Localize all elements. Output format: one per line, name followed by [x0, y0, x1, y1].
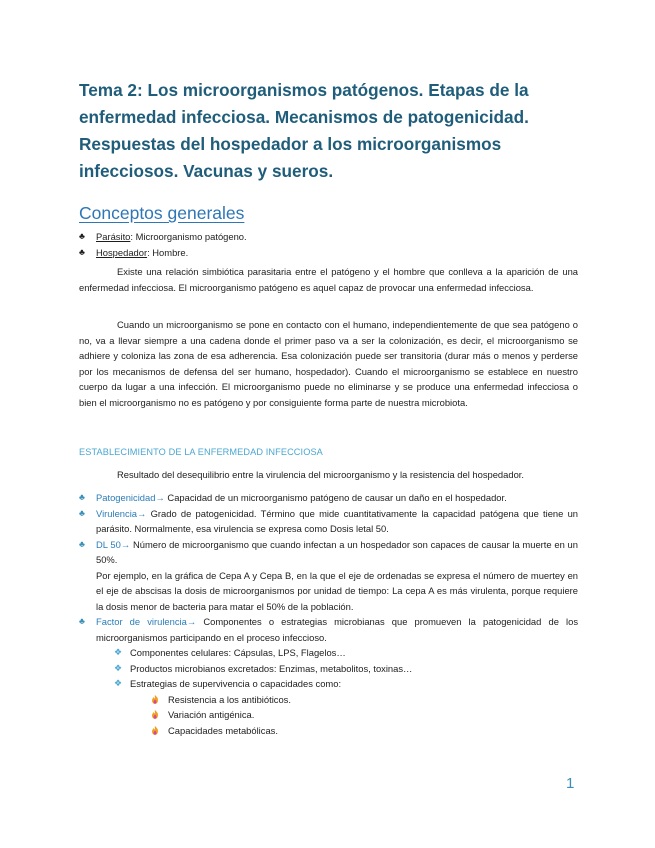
club-icon: ♣	[79, 492, 85, 502]
definition-text: Número de microorganismo que cuando infectan a un hospedador son capaces de causar la muerte en un 50%.	[96, 538, 578, 565]
concept-list	[79, 490, 578, 738]
sub-item-text: Estrategias de supervivencia o capacidades como:	[130, 678, 342, 689]
sub-list-item	[114, 661, 578, 677]
term-factor-virulencia: Factor de virulencia	[96, 616, 187, 627]
term-hospedador: Hospedador	[96, 246, 148, 258]
definition-text: Grado de patogenicidad. Término que mide cuantitativamente la capacidad patógena que tiene un parásito. Normalmente, esa virulencia se expresa como Dosis letal 50.	[96, 507, 578, 534]
sub-sub-list	[130, 692, 578, 739]
list-item	[79, 229, 578, 245]
definition-text: Componentes o estrategias microbianas que promueven la patogenicidad de los microorganismos participando en el proceso infeccioso.	[96, 616, 579, 643]
sub-sub-list-item	[150, 692, 578, 708]
diamond-icon: ❖	[114, 678, 123, 688]
arrow-icon: →	[155, 492, 165, 503]
definition-text: : Hombre.	[147, 246, 189, 258]
club-icon: ♣	[79, 616, 85, 626]
flame-icon	[150, 695, 160, 704]
sub-sub-item-text: Variación antigénica.	[168, 709, 255, 720]
arrow-icon: →	[120, 538, 131, 550]
section-heading-conceptos: Conceptos generales	[79, 203, 245, 223]
flame-icon	[150, 710, 160, 719]
list-item	[79, 490, 578, 506]
section-heading-establecimiento: ESTABLECIMIENTO DE LA ENFERMEDAD INFECCIOSA	[79, 447, 323, 457]
club-icon: ♣	[79, 507, 85, 518]
paragraph-1: Existe una relación simbiótica parasitaria entre el patógeno y el hombre que conlleva a la aparición de una enfermedad infecciosa. El microorganismo patógeno es aquel capaz de provocar una enfermedad infecciosa.	[79, 266, 578, 293]
example-text: Por ejemplo, en la gráfica de Cepa A y Cepa B, en la que el eje de ordenadas se expresa el número de muertey en el eje de abscisas la dosis de microorganismos por unidad de tiempo: La cepa A es más virulenta, porque requiere la dosis menor de bacteria para matar el 50% de la población.	[96, 569, 578, 612]
flame-icon	[150, 726, 160, 735]
term-patogenicidad: Patogenicidad	[96, 492, 156, 503]
club-icon: ♣	[79, 246, 85, 257]
arrow-icon: →	[186, 616, 197, 627]
sub-list-item	[114, 645, 578, 661]
list-item	[79, 506, 578, 537]
arrow-icon: →	[137, 507, 147, 519]
diamond-icon: ❖	[114, 647, 123, 657]
sub-list-item	[114, 676, 578, 738]
sub-sub-list-item	[150, 707, 578, 723]
list-item	[79, 245, 578, 261]
list-item	[79, 614, 578, 738]
document-title: Tema 2: Los microorganismos patógenos. Etapas de la enfermedad infecciosa. Mecanismos de patogenicidad. Respuestas del hospedador a los microorganismos infecciosos. Vacunas y sueros.	[79, 80, 529, 181]
sub-item-text: Productos microbianos excretados: Enzimas, metabolitos, toxinas…	[130, 662, 413, 674]
term-virulencia: Virulencia	[96, 507, 137, 519]
definitions-block	[79, 229, 578, 260]
sub-item-text: Componentes celulares: Cápsulas, LPS, Flagelos…	[130, 647, 346, 658]
list-item	[79, 537, 578, 615]
definition-text: : Microorganismo patógeno.	[130, 231, 247, 242]
club-icon: ♣	[79, 231, 85, 241]
term-dl50: DL 50	[96, 538, 121, 550]
term-parasito: Parásito	[96, 231, 131, 242]
sub-sub-item-text: Resistencia a los antibióticos.	[168, 693, 291, 705]
intro-paragraph: Resultado del desequilibrio entre la virulencia del microorganismo y la resistencia del hospedador.	[117, 469, 524, 480]
sub-sub-item-text: Capacidades metabólicas.	[168, 724, 278, 736]
diamond-icon: ❖	[114, 662, 123, 673]
sub-sub-list-item	[150, 723, 578, 739]
paragraph-2: Cuando un microorganismo se pone en contacto con el humano, independientemente de que sea patógeno o no, va a llevar siempre a una cadena donde el primer paso va a ser la colonización, es decir, el microorganismo se adhiere y coloniza las zona de esa adherencia. Esa colonización puede ser transitoria (durar más o menos y perderse por los mecanismos de defensa del ser humano, hospedador). Cuando el microorganismo se establece en nuestro cuerpo da lugar a una infección. El microorganismo puede no eliminarse y se produce una enfermedad infecciosa o bien el microorganismo no es patógeno y por consiguiente forma parte de nuestra microbiota.	[79, 319, 578, 408]
sub-list	[96, 645, 578, 738]
definition-text: Capacidad de un microorganismo patógeno de causar un daño en el hospedador.	[164, 492, 507, 503]
club-icon: ♣	[79, 538, 85, 549]
page-number: 1	[566, 775, 575, 792]
